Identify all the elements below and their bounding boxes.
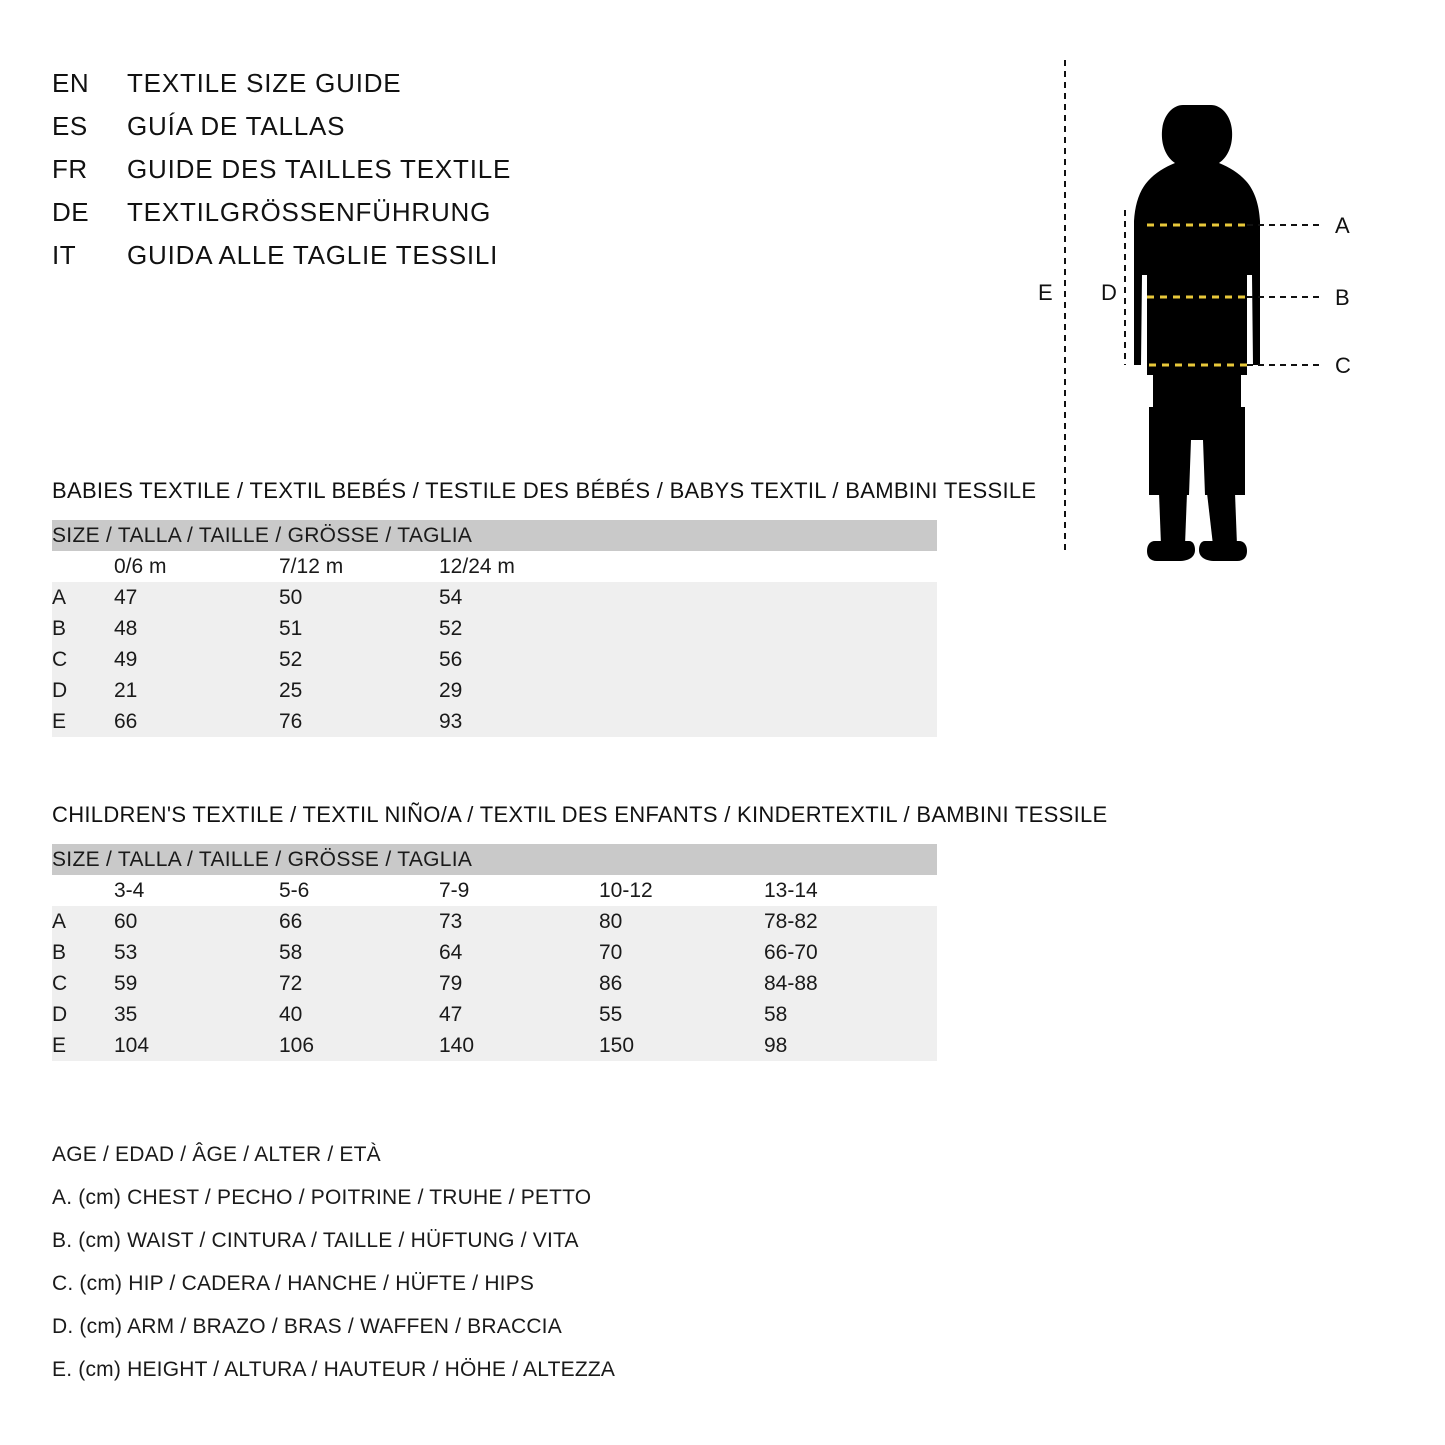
babies-c-1: 52 [279,644,439,675]
spacer-cell [599,582,937,613]
children-d-4: 58 [764,999,937,1030]
babies-size-table [52,520,937,737]
title-text-de: TEXTILGRÖSSENFÜHRUNG [127,197,492,227]
children-a-1: 66 [279,906,439,937]
table-row [52,999,937,1030]
table-row [52,968,937,999]
title-row [52,111,752,154]
babies-d-1: 25 [279,675,439,706]
spacer-cell [599,551,937,582]
babies-b-0: 48 [114,613,279,644]
children-row-label-e: E [52,1030,114,1061]
children-section [52,802,1392,1061]
children-band-label: SIZE / TALLA / TAILLE / GRÖSSE / TAGLIA [52,844,937,875]
title-lang-fr: FR [52,154,88,184]
children-b-4: 66-70 [764,937,937,968]
figure-label-b: B [1335,285,1350,310]
title-block [52,68,752,283]
children-a-3: 80 [599,906,764,937]
children-d-0: 35 [114,999,279,1030]
table-band-row [52,520,937,551]
title-text-es: GUÍA DE TALLAS [127,111,346,141]
children-e-3: 150 [599,1030,764,1061]
babies-row-label-b: B [52,613,114,644]
children-section-title: CHILDREN'S TEXTILE / TEXTIL NIÑO/A / TEXTIL DES ENFANTS / KINDERTEXTIL / BAMBINI TESSILE [52,802,1108,827]
table-row [52,937,937,968]
children-size-table [52,844,937,1061]
children-row-label-d: D [52,999,114,1030]
figure-label-c: C [1335,353,1351,378]
babies-b-2: 52 [439,613,599,644]
spacer-cell [599,706,937,737]
figure-label-a: A [1335,213,1350,238]
children-b-1: 58 [279,937,439,968]
children-d-2: 47 [439,999,599,1030]
children-b-3: 70 [599,937,764,968]
children-col-1: 5-6 [279,875,439,906]
babies-row-label-a: A [52,582,114,613]
legend-line-a: A. (cm) CHEST / PECHO / POITRINE / TRUHE / PETTO [52,1186,592,1209]
babies-col-0: 0/6 m [114,551,279,582]
children-c-3: 86 [599,968,764,999]
title-lang-en: EN [52,68,90,98]
title-row [52,240,752,283]
title-text-fr: GUIDE DES TAILLES TEXTILE [127,154,512,184]
title-row [52,68,752,111]
children-e-1: 106 [279,1030,439,1061]
children-c-4: 84-88 [764,968,937,999]
children-c-2: 79 [439,968,599,999]
children-col-0: 3-4 [114,875,279,906]
babies-band-label: SIZE / TALLA / TAILLE / GRÖSSE / TAGLIA [52,520,937,551]
children-row-label-b: B [52,937,114,968]
legend-line-b: B. (cm) WAIST / CINTURA / TAILLE / HÜFTUNG / VITA [52,1229,579,1252]
children-b-0: 53 [114,937,279,968]
table-row [52,644,937,675]
spacer-cell [599,675,937,706]
babies-a-0: 47 [114,582,279,613]
children-col-4: 13-14 [764,875,937,906]
title-text-it: GUIDA ALLE TAGLIE TESSILI [127,240,499,270]
babies-c-0: 49 [114,644,279,675]
children-row-label-a: A [52,906,114,937]
measurement-legend [52,1133,952,1391]
title-row [52,197,752,240]
children-d-3: 55 [599,999,764,1030]
children-col-3: 10-12 [599,875,764,906]
title-text-en: TEXTILE SIZE GUIDE [127,68,402,98]
babies-col-1: 7/12 m [279,551,439,582]
table-header-row [52,875,937,906]
title-lang-es: ES [52,111,88,141]
babies-col-2: 12/24 m [439,551,599,582]
babies-a-1: 50 [279,582,439,613]
legend-line-c: C. (cm) HIP / CADERA / HANCHE / HÜFTE / HIPS [52,1272,535,1295]
babies-d-2: 29 [439,675,599,706]
table-row [52,706,937,737]
header-corner [52,551,114,582]
children-a-0: 60 [114,906,279,937]
babies-row-label-d: D [52,675,114,706]
legend-line-age: AGE / EDAD / ÂGE / ALTER / ETÀ [52,1143,381,1166]
title-row [52,154,752,197]
children-a-4: 78-82 [764,906,937,937]
title-lang-de: DE [52,197,90,227]
header-corner [52,875,114,906]
babies-d-0: 21 [114,675,279,706]
children-b-2: 64 [439,937,599,968]
babies-section [52,478,1392,737]
babies-row-label-c: C [52,644,114,675]
children-a-2: 73 [439,906,599,937]
babies-e-2: 93 [439,706,599,737]
babies-a-2: 54 [439,582,599,613]
spacer-cell [599,613,937,644]
legend-line-e: E. (cm) HEIGHT / ALTURA / HAUTEUR / HÖHE / ALTEZZA [52,1358,616,1381]
table-row [52,582,937,613]
table-header-row [52,551,937,582]
title-lang-it: IT [52,240,77,270]
children-d-1: 40 [279,999,439,1030]
children-e-4: 98 [764,1030,937,1061]
babies-row-label-e: E [52,706,114,737]
children-c-1: 72 [279,968,439,999]
table-row [52,1030,937,1061]
figure-label-e: E [1038,280,1053,305]
spacer-cell [599,644,937,675]
babies-e-1: 76 [279,706,439,737]
babies-section-title: BABIES TEXTILE / TEXTIL BEBÉS / TESTILE DES BÉBÉS / BABYS TEXTIL / BAMBINI TESSILE [52,478,1037,503]
children-c-0: 59 [114,968,279,999]
figure-label-d: D [1101,280,1117,305]
children-row-label-c: C [52,968,114,999]
babies-c-2: 56 [439,644,599,675]
children-e-0: 104 [114,1030,279,1061]
babies-e-0: 66 [114,706,279,737]
babies-b-1: 51 [279,613,439,644]
table-row [52,906,937,937]
table-row [52,675,937,706]
table-row [52,613,937,644]
children-col-2: 7-9 [439,875,599,906]
table-band-row [52,844,937,875]
children-e-2: 140 [439,1030,599,1061]
legend-line-d: D. (cm) ARM / BRAZO / BRAS / WAFFEN / BRACCIA [52,1315,562,1338]
